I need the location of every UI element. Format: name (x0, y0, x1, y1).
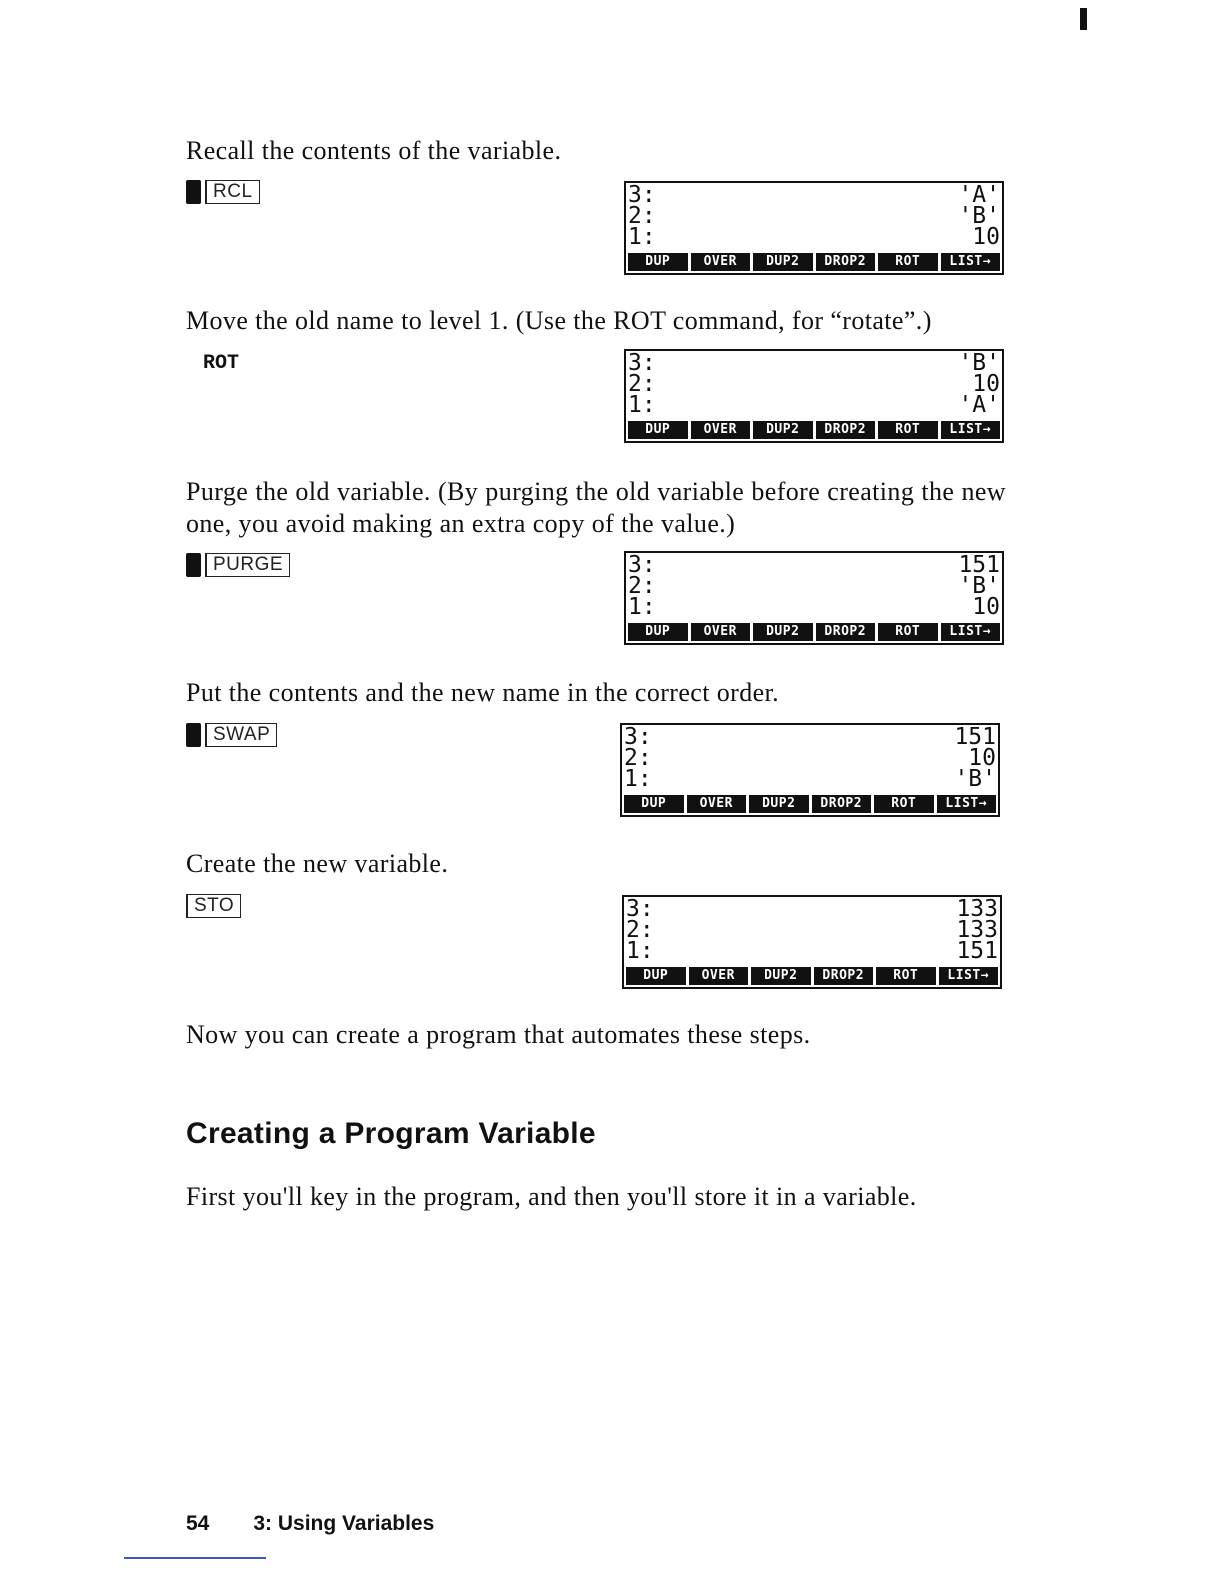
softkey-rot: ROT (878, 623, 938, 641)
lcd-display-1 (624, 181, 1004, 275)
step-1-instruction: Recall the contents of the variable. (186, 136, 562, 165)
stack-level-3: 3: 'B' (628, 350, 1000, 376)
stack-level-2: 2: 10 (624, 745, 996, 771)
step-3-instruction: Purge the old variable. (By purging the old variable before creating the new one, you avoid making an extra copy of the value.) (186, 477, 1006, 538)
section-paragraph: First you'll key in the program, and then you'll store it in a variable. (186, 1182, 917, 1211)
softkey-dup2: DUP2 (753, 421, 813, 439)
step-3-keystroke (186, 553, 290, 577)
softkey-dup: DUP (628, 623, 688, 641)
stack-level-1: 1: 'A' (628, 392, 1000, 418)
step-5-instruction: Create the new variable. (186, 849, 449, 878)
rot-command: ROT (203, 352, 240, 375)
chapter-title: 3: Using Variables (253, 1512, 435, 1535)
softkey-dup: DUP (624, 795, 684, 813)
lcd-display-4 (620, 723, 1000, 817)
softkey-menu (628, 253, 1000, 271)
lcd-display-3 (624, 551, 1004, 645)
step-5-keystroke (186, 894, 241, 918)
softkey-rot: ROT (876, 967, 936, 985)
softkey-dup: DUP (628, 421, 688, 439)
lcd-display-5 (622, 895, 1002, 989)
softkey-menu (628, 421, 1000, 439)
softkey-dup2: DUP2 (749, 795, 809, 813)
stack-level-1: 1: 10 (628, 224, 1000, 250)
softkey-drop2: DROP2 (812, 795, 872, 813)
stack-level-3: 3: 'A' (628, 182, 1000, 208)
step-4-instruction: Put the contents and the new name in the correct order. (186, 678, 780, 707)
stack-level-3: 3: 151 (628, 552, 1000, 578)
softkey-dup2: DUP2 (753, 253, 813, 271)
softkey-over: OVER (689, 967, 749, 985)
softkey-over: OVER (687, 795, 747, 813)
softkey-dup2: DUP2 (753, 623, 813, 641)
softkey-menu (626, 967, 998, 985)
shift-key-icon (186, 723, 201, 747)
softkey-list: LIST→ (941, 623, 1001, 641)
corner-margin-mark (1080, 8, 1087, 30)
stack-level-2: 2: 10 (628, 371, 1000, 397)
softkey-drop2: DROP2 (816, 421, 876, 439)
softkey-over: OVER (691, 623, 751, 641)
stack-level-1: 1: 151 (626, 938, 998, 964)
softkey-drop2: DROP2 (814, 967, 874, 985)
softkey-drop2: DROP2 (816, 623, 876, 641)
swap-key: SWAP (205, 723, 277, 747)
page-footer (186, 1512, 434, 1536)
step-2-instruction: Move the old name to level 1. (Use the ROT command, for “rotate”.) (186, 306, 932, 335)
softkey-over: OVER (691, 421, 751, 439)
stack-level-2: 2: 'B' (628, 573, 1000, 599)
softkey-list: LIST→ (941, 253, 1001, 271)
step-4-keystroke (186, 723, 277, 747)
softkey-over: OVER (691, 253, 751, 271)
softkey-list: LIST→ (937, 795, 997, 813)
softkey-drop2: DROP2 (816, 253, 876, 271)
softkey-dup: DUP (628, 253, 688, 271)
stack-level-3: 3: 151 (624, 724, 996, 750)
stack-level-1: 1: 10 (628, 594, 1000, 620)
step-2-keystroke (186, 352, 239, 375)
softkey-dup: DUP (626, 967, 686, 985)
softkey-list: LIST→ (939, 967, 999, 985)
shift-key-icon (186, 553, 201, 577)
footer-rule (124, 1557, 266, 1559)
section-heading: Creating a Program Variable (186, 1117, 596, 1150)
softkey-rot: ROT (878, 421, 938, 439)
softkey-menu (628, 623, 1000, 641)
softkey-rot: ROT (874, 795, 934, 813)
step-1-keystroke (186, 180, 260, 204)
closing-paragraph: Now you can create a program that automates these steps. (186, 1020, 811, 1049)
lcd-display-2 (624, 349, 1004, 443)
rcl-key: RCL (205, 180, 260, 204)
stack-level-1: 1: 'B' (624, 766, 996, 792)
stack-level-3: 3: 133 (626, 896, 998, 922)
stack-level-2: 2: 133 (626, 917, 998, 943)
shift-key-icon (186, 180, 201, 204)
stack-level-2: 2: 'B' (628, 203, 1000, 229)
softkey-menu (624, 795, 996, 813)
page-number: 54 (186, 1512, 210, 1535)
purge-key: PURGE (205, 553, 290, 577)
softkey-dup2: DUP2 (751, 967, 811, 985)
softkey-list: LIST→ (941, 421, 1001, 439)
sto-key: STO (186, 894, 241, 918)
softkey-rot: ROT (878, 253, 938, 271)
